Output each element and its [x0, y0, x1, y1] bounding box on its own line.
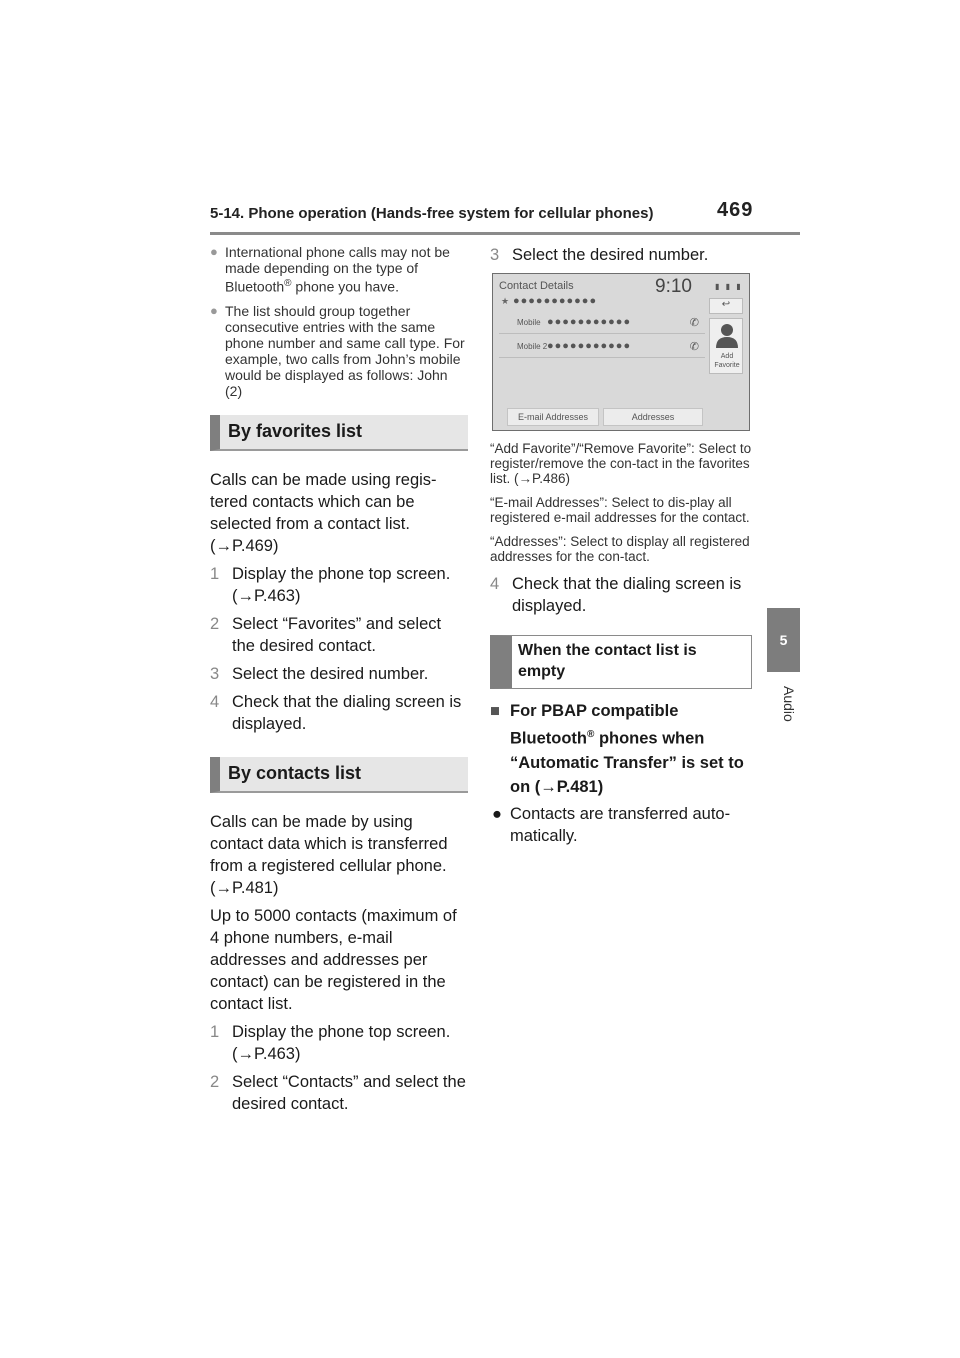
addresses-button: Addresses — [603, 408, 703, 426]
note-item: ● International phone calls may not be made depending on the type of Bluetooth® phone you have. — [210, 244, 450, 295]
add-favorite-button: Add Favorite — [709, 318, 743, 374]
step-item: 2 Select “Contacts” and select the desired contact. — [210, 1072, 466, 1113]
header-rule — [210, 232, 800, 235]
description-add-favorite: “Add Favorite”/“Remove Favorite”: Select to register/remove the con-tact in the favorites list. (→P.486) — [490, 441, 752, 486]
circle-bullet-icon: ● — [210, 302, 218, 318]
step-item: 1 Display the phone top screen. (→P.463) — [210, 1022, 451, 1063]
left-column — [210, 244, 468, 1121]
dot-bullet-icon: ● — [492, 804, 502, 823]
description-email: “E-mail Addresses”: Select to dis-play all registered e-mail addresses for the contact. — [490, 495, 750, 525]
step-item: 2 Select “Favorites” and select the desired contact. — [210, 614, 442, 655]
page-number: 469 — [717, 199, 754, 221]
screen-clock: 9:10 — [655, 276, 692, 297]
favorites-intro: Calls can be made using regis-tered contacts which can be selected from a contact list. (→P.469) — [210, 470, 437, 555]
step-item: 3 Select the desired number. — [210, 664, 429, 683]
running-header: 5-14. Phone operation (Hands-free system for cellular phones) — [210, 205, 654, 222]
email-addresses-button: E-mail Addresses — [507, 408, 599, 426]
step-item: 3 Select the desired number. — [490, 246, 709, 264]
chapter-label: Audio — [781, 686, 797, 722]
square-bullet-icon: ■ — [490, 702, 500, 720]
step-item: 1 Display the phone top screen. (→P.463) — [210, 564, 451, 605]
contact-name: ●●●●●●●●●●● — [513, 295, 598, 307]
step-item: 4 Check that the dialing screen is displayed. — [490, 575, 742, 615]
right-column — [490, 244, 752, 847]
section-heading-favorites: By favorites list — [210, 415, 468, 451]
step-item: 4 Check that the dialing screen is displayed. — [210, 692, 462, 733]
subsection-heading-empty: When the contact list is empty — [490, 635, 752, 689]
chapter-number: 5 — [779, 632, 788, 648]
contacts-intro: Calls can be made by using contact data which is transferred from a registered cellular phone. (→P.481) — [210, 812, 448, 897]
back-icon: ↩ — [709, 298, 743, 314]
status-icons: ▮ ▮ ▮ — [715, 282, 743, 291]
phone-icon: ✆ — [689, 317, 699, 329]
screen-title: Contact Details — [499, 280, 574, 292]
number-row: Mobile ●●●●●●●●●●● ✆ — [499, 312, 705, 334]
avatar-icon — [715, 322, 739, 348]
contacts-capacity: Up to 5000 contacts (maximum of 4 phone numbers, e-mail addresses and addresses per contact) can be registered in the contact list. — [210, 906, 457, 1013]
bullet-item: ● Contacts are transferred auto-matically. — [492, 804, 731, 845]
pbap-heading: ■ For PBAP compatible Bluetooth® phones when “Automatic Transfer” is set to on (→P.481) — [490, 699, 752, 799]
contact-details-screenshot — [492, 273, 750, 431]
star-icon: ★ — [501, 296, 510, 306]
phone-icon: ✆ — [689, 341, 699, 353]
number-row: Mobile 2 ●●●●●●●●●●● ✆ — [499, 336, 705, 358]
description-addresses: “Addresses”: Select to display all registered addresses for the con-tact. — [490, 534, 750, 564]
chapter-tab — [767, 608, 800, 672]
section-heading-contacts: By contacts list — [210, 757, 468, 793]
circle-bullet-icon: ● — [210, 244, 218, 259]
note-item: ● The list should group together consecutive entries with the same phone number and same call type. For example, two calls from John’s mobile would be displayed as follows: John (2) — [210, 302, 465, 399]
